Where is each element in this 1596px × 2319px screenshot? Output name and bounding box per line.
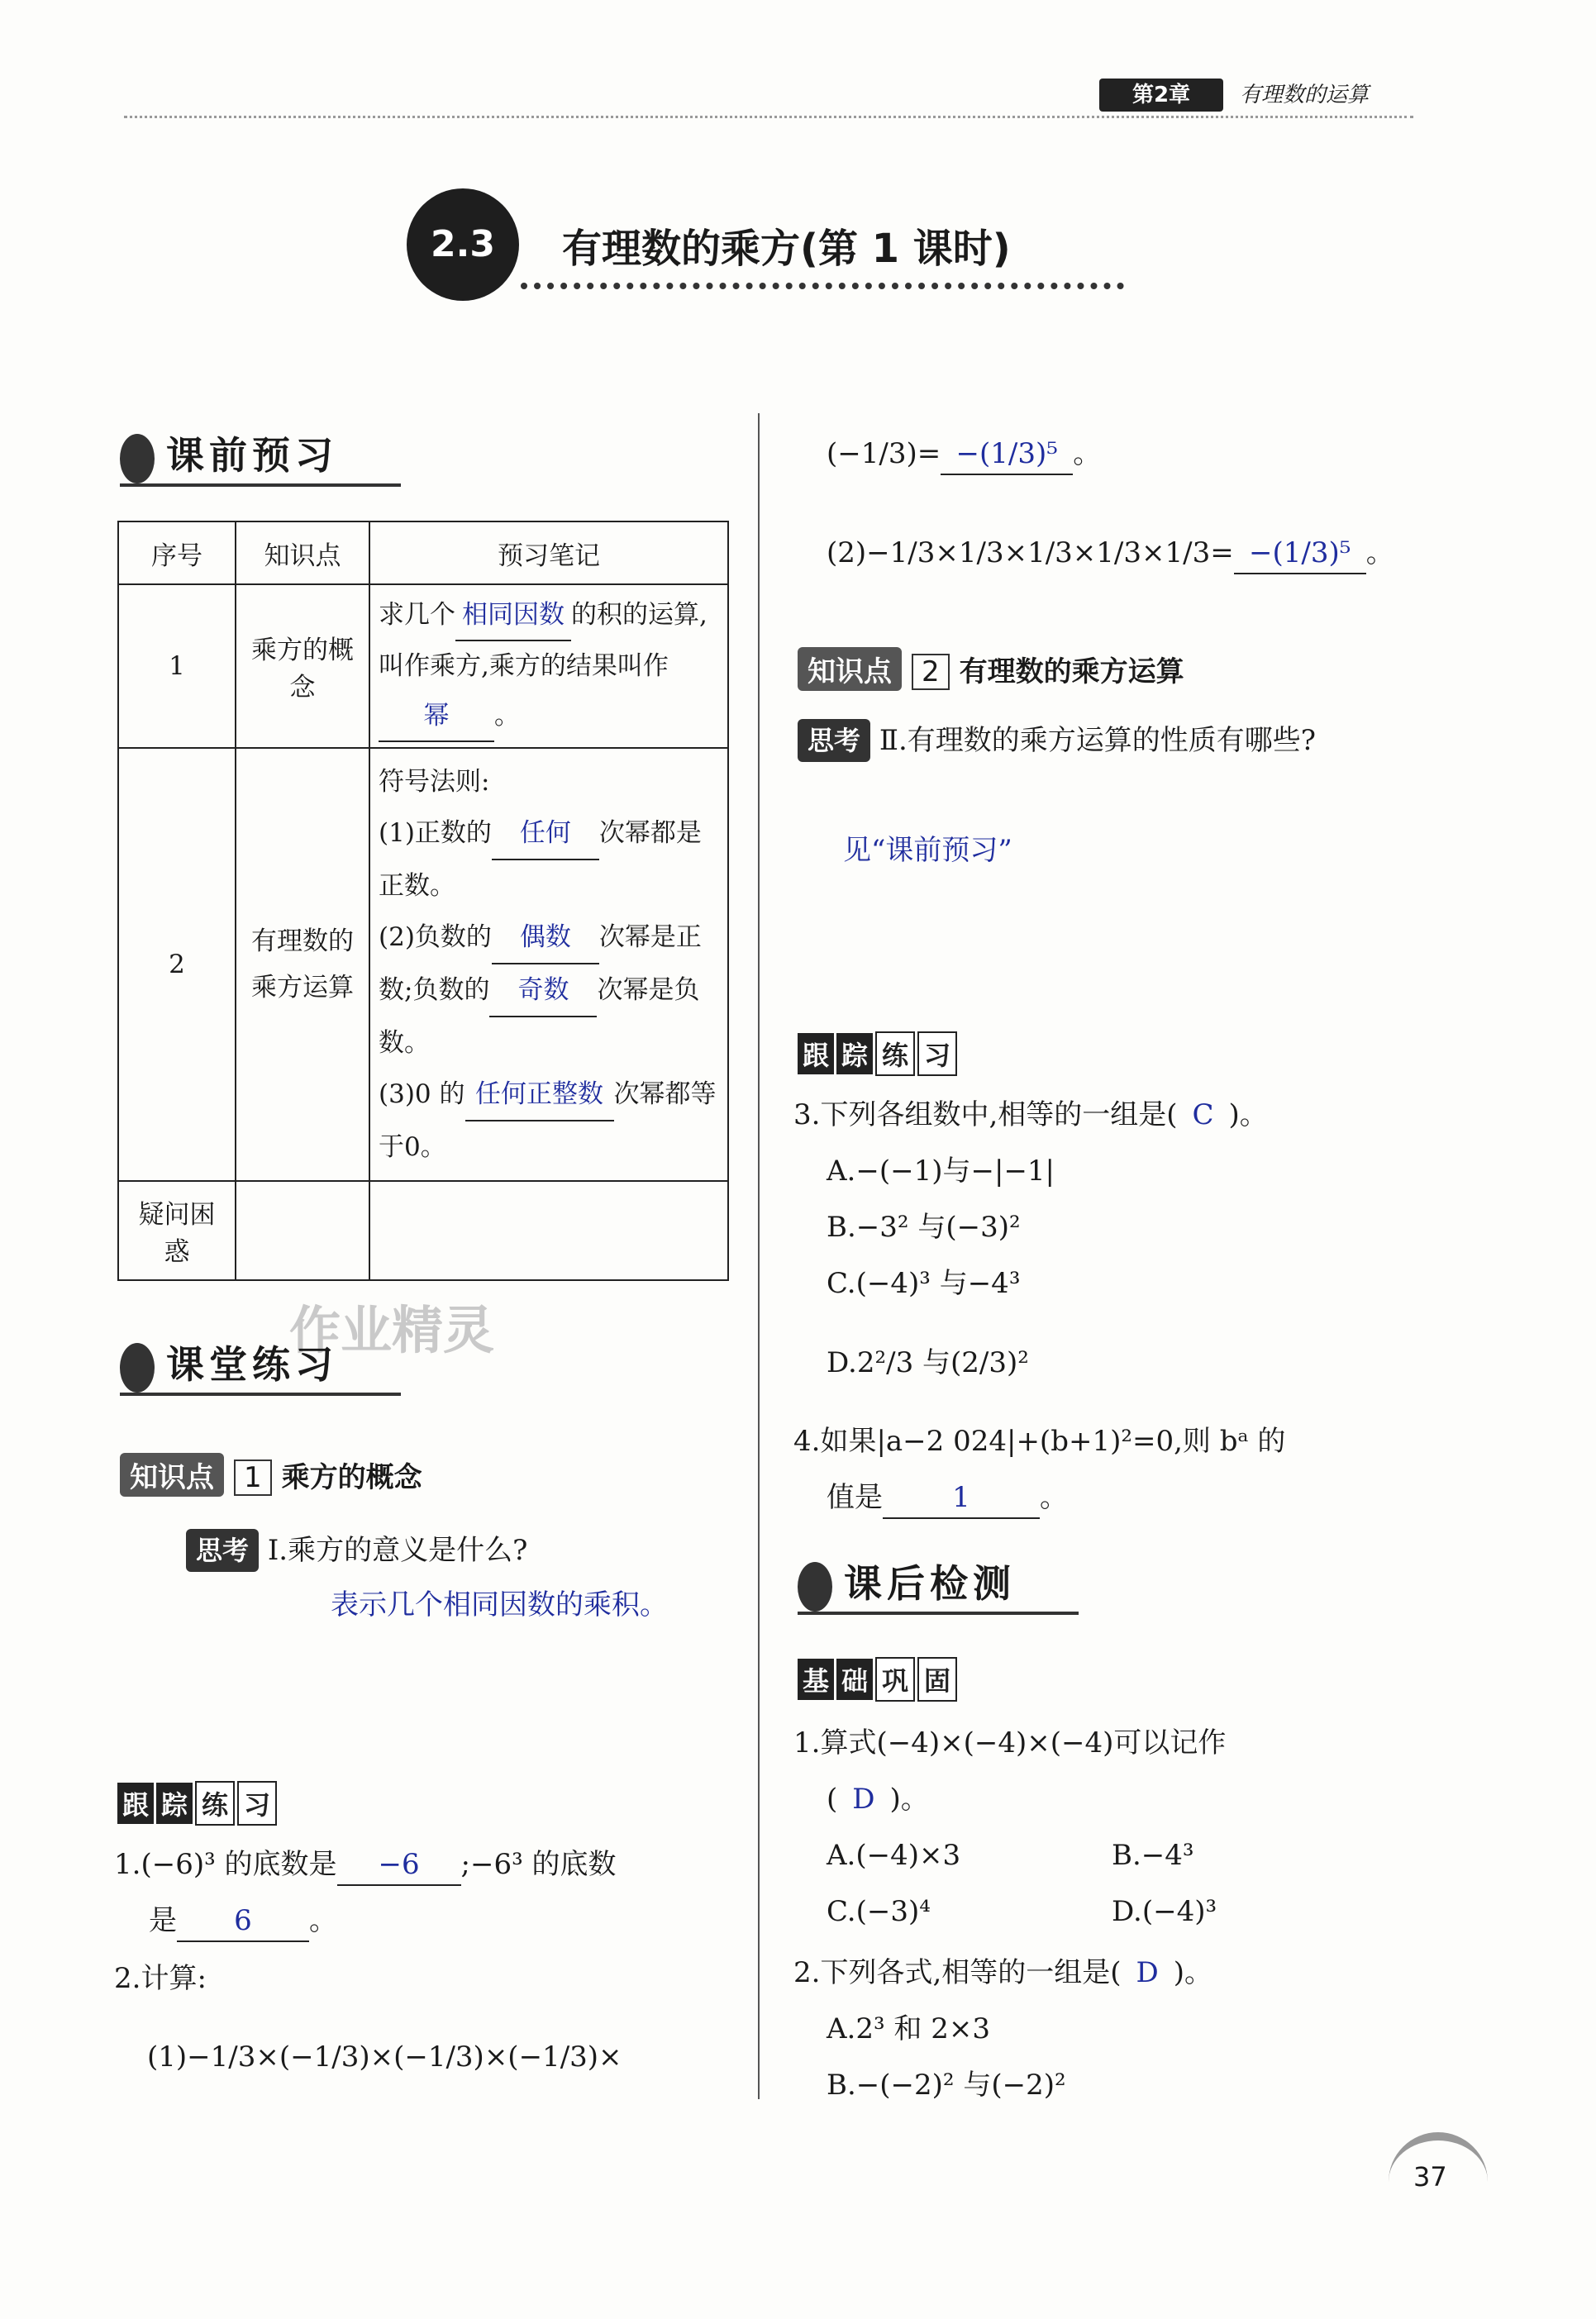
after-q2-option-b: B.−(−2)² 与(−2)² (827, 2069, 1066, 2102)
think-badge: 思考 (186, 1529, 259, 1572)
row2-answer-1: 任何 (492, 807, 599, 860)
row2-answer-4: 任何正整数 (465, 1069, 614, 1121)
question-4-cont: 值是 1 。 (827, 1478, 1068, 1519)
chapter-title: 有理数的运算 (1240, 83, 1370, 107)
section-number: 2.3 (407, 188, 519, 301)
pen-icon (798, 1562, 832, 1612)
think1: 思考 Ⅰ.乘方的意义是什么? (186, 1529, 527, 1572)
question-1-cont: 是 6 。 (149, 1901, 337, 1942)
classroom-underline (120, 1393, 401, 1396)
think1-answer: 表示几个相同因数的乘积。 (331, 1588, 668, 1621)
row3-topic: 疑问困惑 (118, 1181, 236, 1280)
row3-notes (369, 1181, 728, 1280)
track-label-left: 跟 踪 练 习 (117, 1781, 279, 1826)
q3-option-d: D.2²/3 与(2/3)² (827, 1346, 1029, 1379)
q2-2-answer: −(1/3)⁵ (1234, 533, 1366, 574)
preview-table (117, 521, 729, 1281)
th-topic: 知识点 (236, 521, 369, 584)
row2-answer-2: 偶数 (492, 912, 599, 964)
question-1: 1.(−6)³ 的底数是 −6 ;−6³ 的底数 (114, 1845, 617, 1886)
question-4: 4.如果|a−2 024|+(b+1)²=0,则 bᵃ 的 (793, 1425, 1286, 1458)
kp2-label: 知识点 2 有理数的乘方运算 (798, 647, 1184, 691)
basic-label: 基 础 巩 固 (798, 1657, 960, 1702)
row1-note: 求几个 相同因数 的积的运算,叫作乘方,乘方的结果叫作幂 。 (369, 584, 728, 748)
row2-no: 2 (118, 748, 236, 1181)
after-q1-answer: D (852, 1783, 875, 1816)
think2: 思考 Ⅱ.有理数的乘方运算的性质有哪些? (798, 719, 1409, 762)
question-2-1: (1)−1/3×(−1/3)×(−1/3)×(−1/3)× (147, 2040, 622, 2074)
th-notes: 预习笔记 (369, 521, 728, 584)
preview-heading: 课前预习 (120, 426, 338, 483)
page-number: 37 (1413, 2161, 1447, 2193)
book-icon (120, 434, 155, 483)
row1-no: 1 (118, 584, 236, 748)
q3-option-a: A.−(−1)与−|−1| (827, 1155, 1055, 1188)
q3-option-c: C.(−4)³ 与−4³ (827, 1267, 1021, 1300)
row1-answer-a: 相同因数 (455, 590, 571, 641)
after-q1-option-b: B.−4³ (1112, 1839, 1194, 1872)
q3-answer: C (1192, 1098, 1214, 1131)
q2-1-answer: −(1/3)⁵ (941, 434, 1073, 475)
watermark: 作业精灵 (289, 1300, 495, 1360)
section-dots (521, 283, 1124, 289)
column-divider (758, 413, 760, 2099)
row2-note: 符号法则: (1)正数的 任何 次幂都是正数。 (2)负数的 偶数 次幂是正数;负数的 奇数 次幂是负数。 (3)0 的 任何正整数 次幂都等于0。 (369, 748, 728, 1181)
question-3: 3.下列各组数中,相等的一组是( C )。 (793, 1098, 1268, 1131)
question-2-2: (2)−1/3×1/3×1/3×1/3×1/3= −(1/3)⁵ 。 (827, 533, 1394, 574)
row2-answer-3: 奇数 (489, 964, 597, 1017)
after-q2-answer: D (1136, 1956, 1159, 1989)
question-2: 2.计算: (114, 1962, 207, 1995)
clock-icon (120, 1343, 155, 1393)
after-q2-option-a: A.2³ 和 2×3 (827, 2012, 990, 2045)
chapter-tag: 第2章 (1099, 79, 1223, 112)
after-q1-option-c: C.(−3)⁴ (827, 1895, 931, 1928)
classroom-heading: 课堂练习 (120, 1335, 338, 1393)
row2-topic: 有理数的乘方运算 (236, 748, 369, 1181)
after-q1-option-a: A.(−4)×3 (827, 1839, 961, 1872)
after-heading: 课后检测 (798, 1554, 1016, 1612)
after-question-2: 2.下列各式,相等的一组是( D )。 (793, 1956, 1213, 1989)
kp1-label: 知识点 1 乘方的概念 (120, 1453, 422, 1497)
th-no: 序号 (118, 521, 236, 584)
q1-answer-2: 6 (177, 1901, 309, 1942)
row1-topic: 乘方的概念 (236, 584, 369, 748)
q1-answer-1: −6 (337, 1845, 461, 1886)
after-question-1: 1.算式(−4)×(−4)×(−4)可以记作 (793, 1726, 1227, 1759)
row1-answer-b: 幂 (379, 691, 494, 742)
think-badge-2: 思考 (798, 719, 870, 762)
question-2-1-cont: (−1/3)= −(1/3)⁵ 。 (827, 434, 1101, 475)
track-label-right: 跟 踪 练 习 (798, 1031, 960, 1076)
think2-answer: 见“课前预习” (843, 834, 1012, 867)
after-q1-option-d: D.(−4)³ (1112, 1895, 1217, 1928)
after-underline (798, 1612, 1079, 1615)
preview-underline (120, 483, 401, 487)
after-question-1-cont: ( D )。 (827, 1783, 929, 1816)
row3-empty (236, 1181, 369, 1280)
q4-answer: 1 (883, 1478, 1040, 1519)
section-title: 有理数的乘方(第 1 课时) (562, 226, 1011, 272)
q3-option-b: B.−3² 与(−3)² (827, 1211, 1021, 1244)
header-rule (124, 116, 1413, 118)
